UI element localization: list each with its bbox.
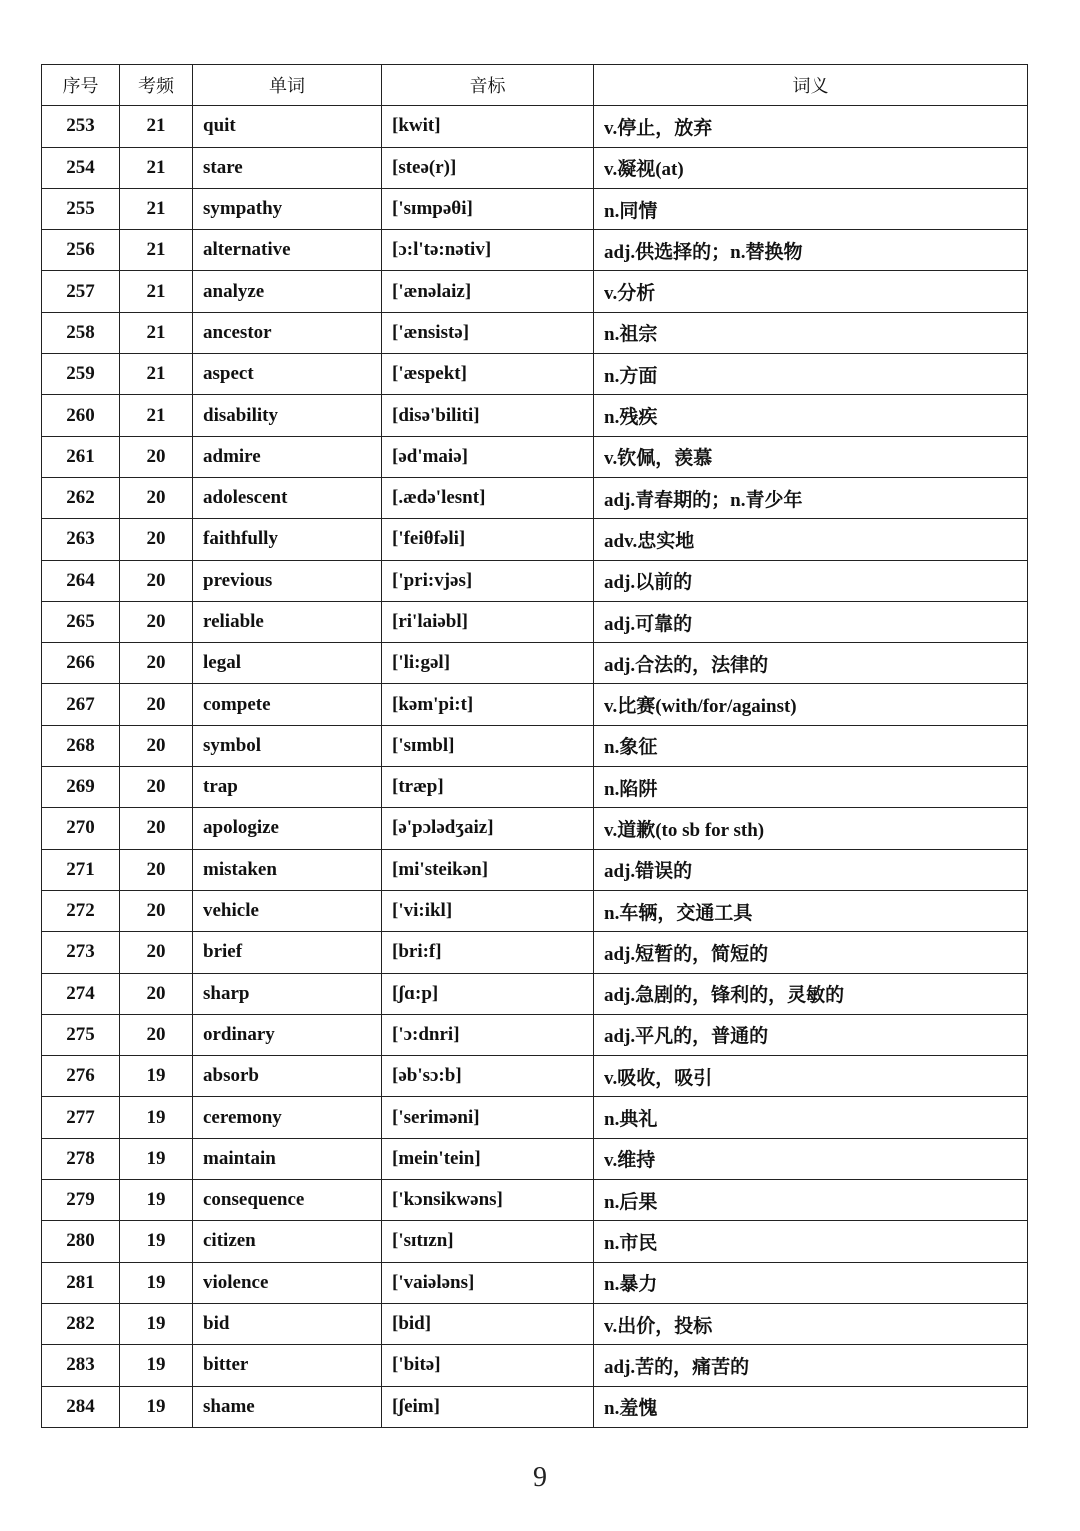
table-row	[42, 395, 1028, 436]
cell-word: legal	[193, 643, 382, 684]
cell-frequency: 20	[120, 560, 193, 601]
cell-definition: adv.忠实地	[594, 519, 1028, 560]
cell-definition: n.暴力	[594, 1262, 1028, 1303]
cell-definition: n.车辆，交通工具	[594, 890, 1028, 931]
cell-word: adolescent	[193, 477, 382, 518]
cell-phonetic: [əd'maiə]	[382, 436, 594, 477]
cell-phonetic: ['pri:vjəs]	[382, 560, 594, 601]
cell-phonetic: ['sɪmpəθi]	[382, 188, 594, 229]
cell-frequency: 20	[120, 643, 193, 684]
cell-phonetic: [bid]	[382, 1303, 594, 1344]
cell-frequency: 19	[120, 1262, 193, 1303]
table-row	[42, 1138, 1028, 1179]
table-row	[42, 188, 1028, 229]
cell-definition: adj.错误的	[594, 849, 1028, 890]
cell-frequency: 20	[120, 477, 193, 518]
cell-definition: adj.供选择的；n.替换物	[594, 230, 1028, 271]
cell-word: shame	[193, 1386, 382, 1427]
table-row	[42, 808, 1028, 849]
table-row	[42, 477, 1028, 518]
header-definition: 词义	[594, 65, 1028, 106]
cell-number: 266	[42, 643, 120, 684]
cell-frequency: 21	[120, 230, 193, 271]
cell-definition: adj.以前的	[594, 560, 1028, 601]
cell-word: mistaken	[193, 849, 382, 890]
cell-phonetic: [kwit]	[382, 106, 594, 147]
table-row	[42, 767, 1028, 808]
cell-phonetic: [træp]	[382, 767, 594, 808]
cell-word: previous	[193, 560, 382, 601]
cell-definition: v.吸收，吸引	[594, 1056, 1028, 1097]
cell-frequency: 19	[120, 1138, 193, 1179]
table-row	[42, 230, 1028, 271]
cell-frequency: 20	[120, 808, 193, 849]
cell-phonetic: [ʃɑ:p]	[382, 973, 594, 1014]
cell-frequency: 20	[120, 684, 193, 725]
cell-definition: v.停止，放弃	[594, 106, 1028, 147]
cell-number: 284	[42, 1386, 120, 1427]
cell-definition: v.比赛(with/for/against)	[594, 684, 1028, 725]
cell-frequency: 21	[120, 395, 193, 436]
cell-number: 262	[42, 477, 120, 518]
cell-frequency: 21	[120, 188, 193, 229]
cell-frequency: 21	[120, 354, 193, 395]
cell-phonetic: [ʃeim]	[382, 1386, 594, 1427]
cell-word: absorb	[193, 1056, 382, 1097]
cell-word: trap	[193, 767, 382, 808]
table-row	[42, 1056, 1028, 1097]
cell-frequency: 19	[120, 1345, 193, 1386]
table-row	[42, 271, 1028, 312]
cell-definition: n.祖宗	[594, 312, 1028, 353]
cell-definition: adj.苦的，痛苦的	[594, 1345, 1028, 1386]
table-body	[42, 106, 1028, 1428]
table-row	[42, 147, 1028, 188]
cell-word: ordinary	[193, 1014, 382, 1055]
cell-phonetic: ['feiθfəli]	[382, 519, 594, 560]
table-row	[42, 1345, 1028, 1386]
cell-definition: n.同情	[594, 188, 1028, 229]
cell-definition: n.后果	[594, 1180, 1028, 1221]
table-row	[42, 1097, 1028, 1138]
cell-definition: adj.青春期的；n.青少年	[594, 477, 1028, 518]
cell-frequency: 21	[120, 147, 193, 188]
cell-number: 254	[42, 147, 120, 188]
cell-phonetic: [mi'steikən]	[382, 849, 594, 890]
cell-number: 275	[42, 1014, 120, 1055]
cell-number: 280	[42, 1221, 120, 1262]
cell-number: 257	[42, 271, 120, 312]
cell-frequency: 19	[120, 1303, 193, 1344]
table-row	[42, 890, 1028, 931]
cell-definition: v.出价，投标	[594, 1303, 1028, 1344]
cell-number: 274	[42, 973, 120, 1014]
cell-word: reliable	[193, 601, 382, 642]
table-row	[42, 684, 1028, 725]
cell-phonetic: ['kɔnsikwəns]	[382, 1180, 594, 1221]
cell-number: 253	[42, 106, 120, 147]
table-row	[42, 1303, 1028, 1344]
cell-word: maintain	[193, 1138, 382, 1179]
cell-word: analyze	[193, 271, 382, 312]
table-row	[42, 643, 1028, 684]
table-row	[42, 436, 1028, 477]
cell-word: compete	[193, 684, 382, 725]
cell-frequency: 20	[120, 519, 193, 560]
cell-definition: n.市民	[594, 1221, 1028, 1262]
table-row	[42, 1180, 1028, 1221]
cell-phonetic: ['bitə]	[382, 1345, 594, 1386]
vocabulary-table	[41, 64, 1028, 1428]
cell-phonetic: ['vaiələns]	[382, 1262, 594, 1303]
cell-phonetic: ['sɪmbl]	[382, 725, 594, 766]
cell-word: sharp	[193, 973, 382, 1014]
cell-phonetic: ['ænəlaiz]	[382, 271, 594, 312]
cell-word: stare	[193, 147, 382, 188]
cell-word: sympathy	[193, 188, 382, 229]
cell-number: 259	[42, 354, 120, 395]
cell-number: 260	[42, 395, 120, 436]
cell-frequency: 19	[120, 1097, 193, 1138]
header-number: 序号	[42, 65, 120, 106]
cell-definition: adj.短暂的，简短的	[594, 932, 1028, 973]
cell-phonetic: [steə(r)]	[382, 147, 594, 188]
cell-number: 269	[42, 767, 120, 808]
cell-phonetic: [əb'sɔ:b]	[382, 1056, 594, 1097]
cell-phonetic: ['æspekt]	[382, 354, 594, 395]
header-word: 单词	[193, 65, 382, 106]
table-row	[42, 106, 1028, 147]
cell-phonetic: [kəm'pi:t]	[382, 684, 594, 725]
cell-definition: n.羞愧	[594, 1386, 1028, 1427]
cell-word: ceremony	[193, 1097, 382, 1138]
cell-number: 271	[42, 849, 120, 890]
cell-phonetic: [mein'tein]	[382, 1138, 594, 1179]
cell-frequency: 20	[120, 601, 193, 642]
cell-word: quit	[193, 106, 382, 147]
cell-number: 279	[42, 1180, 120, 1221]
cell-number: 272	[42, 890, 120, 931]
header-phonetic: 音标	[382, 65, 594, 106]
cell-definition: adj.平凡的，普通的	[594, 1014, 1028, 1055]
cell-word: bitter	[193, 1345, 382, 1386]
cell-word: alternative	[193, 230, 382, 271]
cell-number: 278	[42, 1138, 120, 1179]
cell-definition: v.道歉(to sb for sth)	[594, 808, 1028, 849]
cell-word: vehicle	[193, 890, 382, 931]
header-frequency: 考频	[120, 65, 193, 106]
cell-definition: v.分析	[594, 271, 1028, 312]
cell-phonetic: [disə'biliti]	[382, 395, 594, 436]
cell-frequency: 20	[120, 436, 193, 477]
cell-word: brief	[193, 932, 382, 973]
cell-definition: adj.可靠的	[594, 601, 1028, 642]
cell-number: 281	[42, 1262, 120, 1303]
table-row	[42, 1014, 1028, 1055]
cell-phonetic: [ri'laiəbl]	[382, 601, 594, 642]
cell-number: 263	[42, 519, 120, 560]
cell-number: 270	[42, 808, 120, 849]
cell-number: 282	[42, 1303, 120, 1344]
cell-number: 264	[42, 560, 120, 601]
cell-frequency: 20	[120, 932, 193, 973]
page-number: 9	[533, 1462, 547, 1493]
cell-phonetic: ['li:gəl]	[382, 643, 594, 684]
cell-frequency: 19	[120, 1180, 193, 1221]
cell-phonetic: [bri:f]	[382, 932, 594, 973]
table-row	[42, 519, 1028, 560]
cell-frequency: 20	[120, 1014, 193, 1055]
cell-word: citizen	[193, 1221, 382, 1262]
cell-frequency: 21	[120, 312, 193, 353]
cell-phonetic: ['sɪtɪzn]	[382, 1221, 594, 1262]
cell-phonetic: ['seriməni]	[382, 1097, 594, 1138]
cell-word: ancestor	[193, 312, 382, 353]
table-row	[42, 1386, 1028, 1427]
cell-phonetic: [ə'pɔlədʒaiz]	[382, 808, 594, 849]
cell-frequency: 19	[120, 1056, 193, 1097]
cell-word: disability	[193, 395, 382, 436]
cell-number: 258	[42, 312, 120, 353]
cell-word: faithfully	[193, 519, 382, 560]
cell-frequency: 20	[120, 725, 193, 766]
cell-definition: adj.合法的，法律的	[594, 643, 1028, 684]
cell-phonetic: [ɔ:l'tə:nətiv]	[382, 230, 594, 271]
cell-number: 255	[42, 188, 120, 229]
cell-number: 277	[42, 1097, 120, 1138]
cell-word: violence	[193, 1262, 382, 1303]
cell-frequency: 20	[120, 890, 193, 931]
cell-number: 273	[42, 932, 120, 973]
cell-definition: v.凝视(at)	[594, 147, 1028, 188]
cell-frequency: 20	[120, 767, 193, 808]
cell-phonetic: ['vi:ikl]	[382, 890, 594, 931]
cell-definition: n.象征	[594, 725, 1028, 766]
cell-definition: n.典礼	[594, 1097, 1028, 1138]
cell-definition: n.方面	[594, 354, 1028, 395]
table-row	[42, 560, 1028, 601]
table-row	[42, 354, 1028, 395]
table-row	[42, 973, 1028, 1014]
cell-frequency: 20	[120, 849, 193, 890]
cell-word: aspect	[193, 354, 382, 395]
cell-word: apologize	[193, 808, 382, 849]
header-row	[42, 65, 1028, 106]
table-row	[42, 725, 1028, 766]
cell-definition: v.钦佩，羡慕	[594, 436, 1028, 477]
cell-frequency: 20	[120, 973, 193, 1014]
cell-number: 283	[42, 1345, 120, 1386]
cell-number: 261	[42, 436, 120, 477]
cell-definition: v.维持	[594, 1138, 1028, 1179]
table-row	[42, 1262, 1028, 1303]
cell-definition: n.陷阱	[594, 767, 1028, 808]
table-row	[42, 849, 1028, 890]
cell-number: 256	[42, 230, 120, 271]
cell-word: admire	[193, 436, 382, 477]
cell-number: 265	[42, 601, 120, 642]
cell-definition: adj.急剧的，锋利的，灵敏的	[594, 973, 1028, 1014]
cell-frequency: 21	[120, 106, 193, 147]
cell-phonetic: ['ɔ:dnri]	[382, 1014, 594, 1055]
cell-word: bid	[193, 1303, 382, 1344]
table-row	[42, 1221, 1028, 1262]
table-row	[42, 601, 1028, 642]
cell-word: consequence	[193, 1180, 382, 1221]
cell-number: 267	[42, 684, 120, 725]
cell-word: symbol	[193, 725, 382, 766]
cell-definition: n.残疾	[594, 395, 1028, 436]
table-row	[42, 312, 1028, 353]
cell-phonetic: ['ænsistə]	[382, 312, 594, 353]
cell-frequency: 21	[120, 271, 193, 312]
cell-frequency: 19	[120, 1386, 193, 1427]
cell-frequency: 19	[120, 1221, 193, 1262]
cell-number: 268	[42, 725, 120, 766]
cell-phonetic: [.ædə'lesnt]	[382, 477, 594, 518]
cell-number: 276	[42, 1056, 120, 1097]
table-row	[42, 932, 1028, 973]
